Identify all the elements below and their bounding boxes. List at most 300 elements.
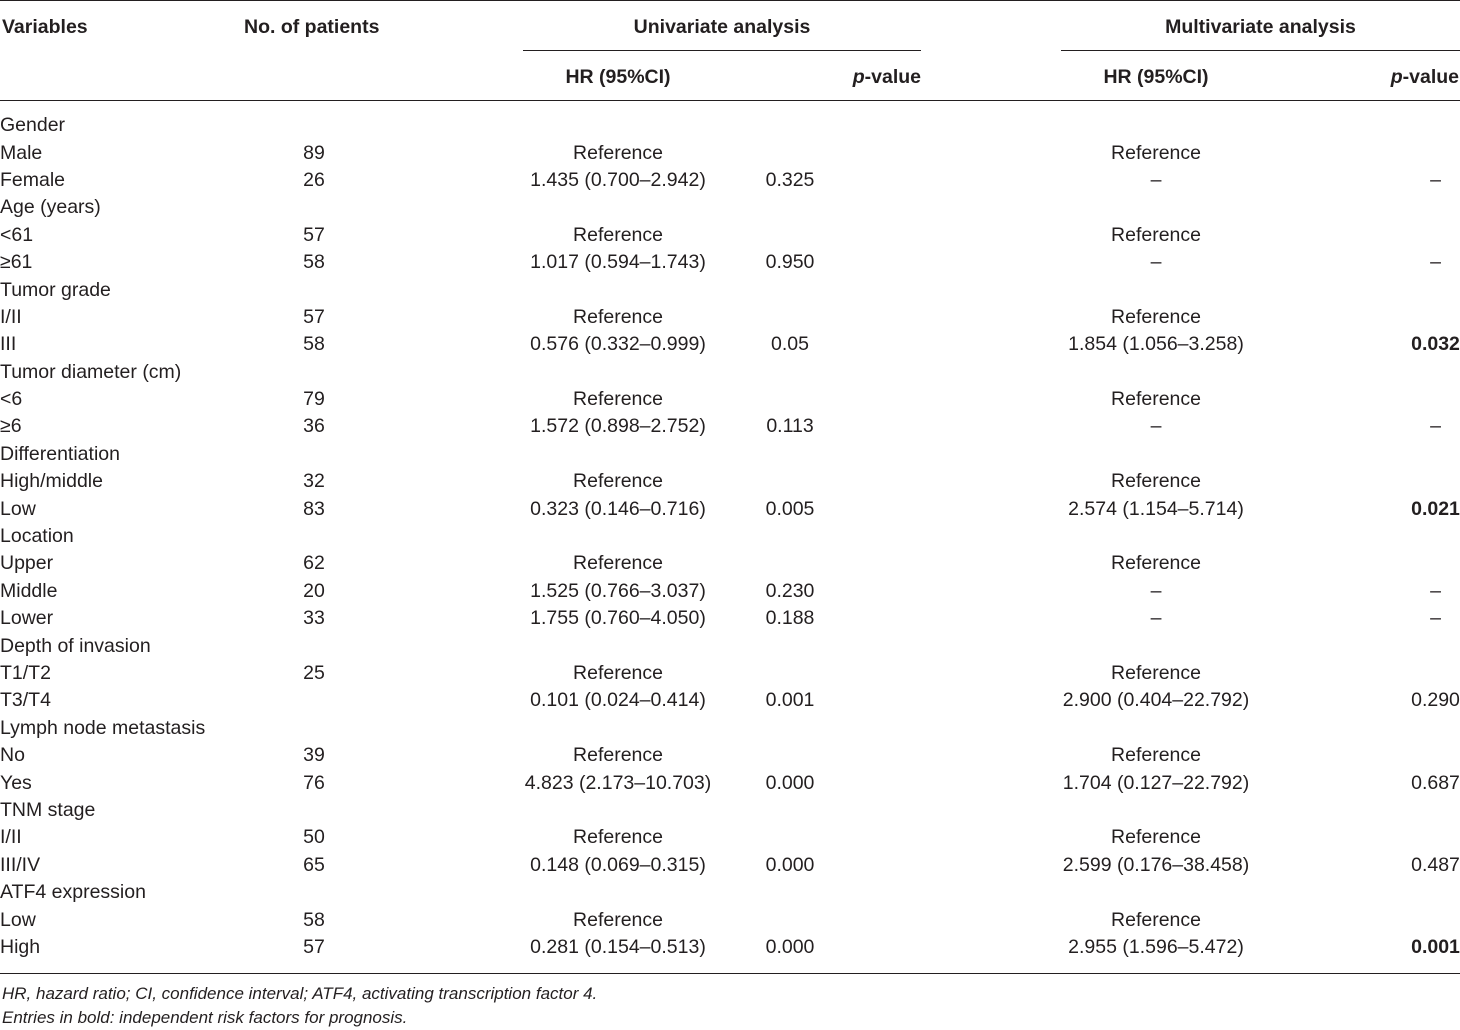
multivariate-hr-cell: 1.854 (1.056–3.258) (1068, 333, 1244, 356)
table-row (0, 276, 1460, 303)
table-row (0, 495, 1460, 522)
multivariate-hr-cell: 2.955 (1.596–5.472) (1068, 935, 1244, 958)
table-row (0, 715, 1460, 742)
header-bottom-rule (0, 100, 1460, 101)
spacer-cell (867, 468, 1061, 495)
spacer-cell (358, 413, 523, 440)
spacer-cell (867, 167, 1061, 194)
spacer-cell (1251, 194, 1411, 221)
spacer-cell (358, 304, 523, 331)
patients-cell: 50 (303, 826, 325, 849)
patients-cell (270, 523, 358, 550)
spacer-cell (867, 249, 1061, 276)
patients-cell: 39 (303, 744, 325, 767)
table-top-rule (0, 0, 1460, 1)
variable-cell: Differentiation (0, 442, 120, 465)
spacer-cell (867, 413, 1061, 440)
variable-cell: ATF4 expression (0, 881, 146, 904)
univariate-hr-cell (523, 441, 713, 468)
spacer-cell (1251, 906, 1411, 933)
table-row (0, 550, 1460, 577)
multivariate-p-cell: 0.001 (1411, 935, 1460, 958)
table-body (0, 112, 1460, 961)
spacer-cell (1251, 632, 1411, 659)
univariate-p-cell (713, 906, 867, 933)
variable-cell: T3/T4 (0, 689, 51, 712)
univariate-p-cell (713, 139, 867, 166)
multivariate-p-cell (1411, 112, 1460, 139)
patients-cell: 57 (303, 305, 325, 328)
multivariate-p-cell (1411, 359, 1460, 386)
table-row (0, 824, 1460, 851)
univariate-hr-cell (523, 715, 713, 742)
multivariate-hr-cell (1061, 359, 1251, 386)
spacer-cell (1251, 934, 1411, 961)
multivariate-hr-cell: Reference (1111, 908, 1201, 931)
variable-cell: <61 (0, 223, 34, 246)
spacer-cell (358, 769, 523, 796)
variable-cell: Tumor grade (0, 278, 111, 301)
footnote-bold-note: Entries in bold: independent risk factors for prognosis. (2, 1008, 408, 1027)
patients-cell: 58 (303, 908, 325, 931)
multivariate-hr-cell: Reference (1111, 223, 1201, 246)
multivariate-hr-cell: – (1150, 579, 1162, 602)
variable-cell: I/II (0, 305, 22, 328)
spacer-cell (358, 715, 523, 742)
patients-cell (270, 879, 358, 906)
patients-cell: 36 (303, 415, 325, 438)
spacer-cell (358, 632, 523, 659)
multivariate-p-cell: 0.687 (1411, 771, 1460, 794)
variable-cell: ≥61 (0, 251, 33, 274)
patients-cell: 83 (303, 497, 325, 520)
variable-cell: T1/T2 (0, 662, 51, 684)
spacer-cell (867, 687, 1061, 714)
multivariate-p-cell (1411, 824, 1460, 851)
univariate-hr-cell (523, 112, 713, 139)
variable-cell: Low (0, 497, 36, 520)
table-row (0, 167, 1460, 194)
variable-cell: Male (0, 141, 43, 164)
p-italic: p (1390, 66, 1403, 88)
spacer-cell (1251, 687, 1411, 714)
spacer-cell (867, 304, 1061, 331)
variable-cell: Low (0, 908, 36, 931)
spacer-cell (867, 222, 1061, 249)
multivariate-hr-cell (1061, 523, 1251, 550)
spacer-cell (1251, 605, 1411, 632)
spacer-cell (358, 879, 523, 906)
spacer-cell (867, 441, 1061, 468)
multivariate-p-cell (1411, 386, 1460, 413)
variable-cell: Female (0, 168, 66, 191)
variable-cell: Lower (0, 607, 54, 630)
univariate-hr-cell: Reference (573, 552, 663, 575)
univariate-hr-cell (523, 797, 713, 824)
table-row (0, 578, 1460, 605)
univariate-p-cell: 0.113 (766, 415, 814, 438)
univariate-p-cell (713, 797, 867, 824)
spacer-cell (1251, 852, 1411, 879)
univariate-p-cell (713, 523, 867, 550)
variable-cell: Yes (0, 771, 32, 794)
univariate-p-cell: 0.000 (765, 853, 815, 876)
univariate-p-cell: 0.230 (765, 579, 815, 602)
univariate-hr-cell (523, 879, 713, 906)
univariate-p-cell: 0.001 (765, 689, 815, 712)
table-row (0, 468, 1460, 495)
table-row (0, 797, 1460, 824)
univariate-hr-cell: 1.755 (0.760–4.050) (530, 607, 706, 630)
multivariate-p-cell (1411, 441, 1460, 468)
table-row (0, 687, 1460, 714)
table-row (0, 331, 1460, 358)
variable-cell: High (0, 935, 41, 958)
p-italic: p (852, 66, 865, 88)
patients-cell (270, 797, 358, 824)
table-row (0, 359, 1460, 386)
univariate-hr-cell: Reference (573, 305, 663, 328)
table-bottom-rule (0, 973, 1460, 974)
multivariate-p-cell (1411, 742, 1460, 769)
spacer-cell (358, 249, 523, 276)
spacer-cell (358, 112, 523, 139)
table-row (0, 769, 1460, 796)
univariate-hr-cell (523, 194, 713, 221)
spacer-cell (358, 359, 523, 386)
univariate-hr-cell: Reference (573, 908, 663, 931)
table-row (0, 934, 1460, 961)
patients-cell (270, 359, 358, 386)
univariate-p-cell (713, 112, 867, 139)
spacer-cell (867, 331, 1061, 358)
spacer-cell (1251, 879, 1411, 906)
spacer-cell (1251, 578, 1411, 605)
univariate-p-cell: 0.950 (765, 251, 815, 274)
patients-cell: 58 (303, 251, 325, 274)
spacer-cell (867, 276, 1061, 303)
multivariate-p-cell (1411, 660, 1460, 687)
spacer-cell (358, 468, 523, 495)
header-variables: Variables (2, 16, 88, 38)
spacer-cell (1251, 386, 1411, 413)
table-row (0, 194, 1460, 221)
multivariate-p-cell (1411, 304, 1460, 331)
header-multi-hr: HR (95%CI) (1103, 66, 1209, 88)
p-suffix: -value (1402, 66, 1459, 88)
patients-cell: 76 (303, 771, 325, 794)
patients-cell (270, 441, 358, 468)
table-row (0, 139, 1460, 166)
spacer-cell (867, 386, 1061, 413)
spacer-cell (358, 495, 523, 522)
multivariate-p-cell: 0.487 (1411, 853, 1460, 876)
univariate-hr-cell: 1.017 (0.594–1.743) (530, 251, 706, 274)
multivariate-hr-cell (1061, 632, 1251, 659)
multivariate-hr-cell (1061, 441, 1251, 468)
univariate-p-cell (713, 632, 867, 659)
multivariate-hr-cell: – (1150, 251, 1162, 274)
spacer-cell (1251, 550, 1411, 577)
multivariate-p-cell (1411, 632, 1460, 659)
spacer-cell (358, 934, 523, 961)
univariate-p-cell (713, 879, 867, 906)
spacer-cell (867, 934, 1061, 961)
spacer-cell (358, 660, 523, 687)
table-row (0, 632, 1460, 659)
spacer-cell (1251, 769, 1411, 796)
univariate-p-cell: 0.005 (765, 497, 815, 520)
univariate-hr-cell: 0.576 (0.332–0.999) (530, 333, 706, 356)
p-suffix: -value (864, 66, 921, 88)
patients-cell (270, 632, 358, 659)
multivariate-hr-cell (1061, 112, 1251, 139)
multivariate-hr-cell (1061, 194, 1251, 221)
variable-cell: <6 (0, 388, 23, 411)
spacer-cell (358, 194, 523, 221)
univariate-p-cell (713, 660, 867, 687)
variable-cell: Location (0, 525, 74, 548)
multivariate-p-cell: – (1430, 579, 1441, 602)
header-multi-p (1360, 66, 1459, 88)
spacer-cell (867, 194, 1061, 221)
univariate-hr-cell: 1.525 (0.766–3.037) (530, 579, 706, 602)
univariate-hr-cell (523, 276, 713, 303)
patients-cell: 89 (303, 141, 325, 164)
spacer-cell (867, 660, 1061, 687)
spacer-cell (1251, 523, 1411, 550)
univariate-p-cell: 0.325 (765, 168, 815, 191)
spacer-cell (867, 139, 1061, 166)
spacer-cell (1251, 468, 1411, 495)
table-row (0, 660, 1460, 687)
multivariate-hr-cell: 2.900 (0.404–22.792) (1062, 689, 1250, 712)
table-row (0, 523, 1460, 550)
univariate-p-cell (713, 824, 867, 851)
spacer-cell (358, 687, 523, 714)
patients-cell: 32 (303, 470, 325, 493)
variable-cell: Upper (0, 552, 54, 575)
univariate-spanner-rule (523, 50, 921, 51)
multivariate-hr-cell: Reference (1111, 141, 1201, 164)
univariate-hr-cell: Reference (573, 744, 663, 767)
multivariate-p-cell (1411, 523, 1460, 550)
table-row (0, 112, 1460, 139)
univariate-p-cell (713, 441, 867, 468)
table-row (0, 413, 1460, 440)
patients-cell (270, 112, 358, 139)
univariate-p-cell (713, 222, 867, 249)
univariate-hr-cell: Reference (573, 826, 663, 849)
multivariate-p-cell (1411, 139, 1460, 166)
patients-cell: 20 (303, 579, 325, 602)
multivariate-p-cell (1411, 276, 1460, 303)
spacer-cell (1251, 359, 1411, 386)
header-univariate: Univariate analysis (633, 16, 811, 38)
spacer-cell (1251, 797, 1411, 824)
multivariate-hr-cell: – (1150, 607, 1162, 630)
spacer-cell (867, 797, 1061, 824)
multivariate-p-cell: 0.021 (1411, 497, 1460, 520)
spacer-cell (358, 331, 523, 358)
patients-cell: 25 (303, 662, 325, 684)
table-row (0, 852, 1460, 879)
spacer-cell (358, 797, 523, 824)
spacer-cell (1251, 715, 1411, 742)
spacer-cell (358, 852, 523, 879)
univariate-hr-cell: 0.148 (0.069–0.315) (530, 853, 706, 876)
patients-cell: 57 (303, 935, 325, 958)
spacer-cell (867, 824, 1061, 851)
spacer-cell (867, 112, 1061, 139)
univariate-hr-cell (523, 632, 713, 659)
univariate-hr-cell: Reference (573, 470, 663, 493)
spacer-cell (358, 441, 523, 468)
multivariate-hr-cell: Reference (1111, 388, 1201, 411)
multivariate-p-cell (1411, 879, 1460, 906)
multivariate-p-cell: 0.032 (1411, 333, 1460, 356)
spacer-cell (358, 906, 523, 933)
spacer-cell (1251, 112, 1411, 139)
table-row (0, 906, 1460, 933)
variable-cell: Middle (0, 579, 58, 602)
spacer-cell (358, 550, 523, 577)
univariate-hr-cell: Reference (573, 141, 663, 164)
patients-cell: 79 (303, 388, 325, 411)
univariate-hr-cell: Reference (573, 662, 663, 684)
multivariate-hr-cell: Reference (1111, 305, 1201, 328)
multivariate-p-cell: – (1430, 415, 1441, 438)
variable-cell: ≥6 (0, 415, 22, 438)
spacer-cell (358, 386, 523, 413)
univariate-hr-cell: 1.572 (0.898–2.752) (530, 415, 706, 438)
spacer-cell (867, 742, 1061, 769)
multivariate-hr-cell: Reference (1111, 470, 1201, 493)
multivariate-hr-cell (1061, 797, 1251, 824)
patients-cell: 57 (303, 223, 325, 246)
spacer-cell (867, 605, 1061, 632)
variable-cell: Age (years) (0, 196, 101, 219)
multivariate-spanner-rule (1061, 50, 1460, 51)
univariate-p-cell (713, 276, 867, 303)
multivariate-hr-cell: Reference (1111, 662, 1201, 684)
spacer-cell (358, 824, 523, 851)
spacer-cell (867, 359, 1061, 386)
variable-cell: High/middle (0, 470, 103, 493)
spacer-cell (358, 139, 523, 166)
multivariate-p-cell: 0.290 (1411, 689, 1460, 712)
multivariate-p-cell (1411, 797, 1460, 824)
multivariate-p-cell (1411, 550, 1460, 577)
header-uni-p (820, 66, 921, 88)
spacer-cell (867, 852, 1061, 879)
spacer-cell (1251, 495, 1411, 522)
multivariate-p-cell: – (1430, 168, 1441, 191)
spacer-cell (867, 632, 1061, 659)
univariate-hr-cell (523, 523, 713, 550)
univariate-hr-cell: Reference (573, 388, 663, 411)
multivariate-hr-cell: – (1150, 415, 1162, 438)
spacer-cell (1251, 139, 1411, 166)
univariate-p-cell (713, 550, 867, 577)
spacer-cell (1251, 413, 1411, 440)
spacer-cell (358, 276, 523, 303)
spacer-cell (867, 769, 1061, 796)
univariate-hr-cell: 4.823 (2.173–10.703) (524, 771, 712, 794)
spacer-cell (1251, 824, 1411, 851)
univariate-p-cell: 0.188 (765, 607, 815, 630)
spacer-cell (1251, 441, 1411, 468)
multivariate-hr-cell: – (1150, 168, 1162, 191)
header-patients: No. of patients (244, 16, 380, 38)
spacer-cell (358, 578, 523, 605)
spacer-cell (867, 550, 1061, 577)
spacer-cell (358, 742, 523, 769)
univariate-p-cell (713, 468, 867, 495)
variable-cell: Tumor diameter (cm) (0, 360, 182, 383)
spacer-cell (358, 605, 523, 632)
multivariate-hr-cell: Reference (1111, 552, 1201, 575)
patients-cell: 26 (303, 168, 325, 191)
univariate-p-cell: 0.05 (771, 333, 809, 356)
variable-cell: III/IV (0, 853, 41, 876)
patients-cell: 58 (303, 333, 325, 356)
spacer-cell (867, 523, 1061, 550)
table-row (0, 879, 1460, 906)
univariate-hr-cell: 0.101 (0.024–0.414) (530, 689, 706, 712)
patients-cell: 65 (303, 853, 325, 876)
multivariate-p-cell (1411, 715, 1460, 742)
table-row (0, 386, 1460, 413)
spacer-cell (1251, 742, 1411, 769)
footnote-abbreviations: HR, hazard ratio; CI, confidence interval; ATF4, activating transcription factor 4. (2, 984, 598, 1003)
multivariate-p-cell: – (1430, 607, 1441, 630)
header-uni-hr: HR (95%CI) (565, 66, 671, 88)
spacer-cell (867, 495, 1061, 522)
univariate-p-cell (713, 304, 867, 331)
spacer-cell (358, 222, 523, 249)
univariate-p-cell (713, 359, 867, 386)
spacer-cell (1251, 249, 1411, 276)
multivariate-p-cell: – (1430, 251, 1441, 274)
spacer-cell (1251, 660, 1411, 687)
spacer-cell (1251, 167, 1411, 194)
univariate-p-cell (713, 742, 867, 769)
multivariate-hr-cell: 2.599 (0.176–38.458) (1062, 853, 1250, 876)
spacer-cell (867, 578, 1061, 605)
variable-cell: Gender (0, 114, 66, 137)
multivariate-hr-cell: 2.574 (1.154–5.714) (1068, 497, 1244, 520)
variable-cell: TNM stage (0, 798, 96, 821)
multivariate-p-cell (1411, 222, 1460, 249)
spacer-cell (1251, 331, 1411, 358)
univariate-hr-cell: Reference (573, 223, 663, 246)
multivariate-hr-cell (1061, 715, 1251, 742)
univariate-hr-cell: 0.281 (0.154–0.513) (530, 935, 706, 958)
table-row (0, 605, 1460, 632)
table-row (0, 441, 1460, 468)
univariate-p-cell: 0.000 (765, 935, 815, 958)
patients-cell: 33 (303, 607, 325, 630)
spacer-cell (867, 715, 1061, 742)
multivariate-hr-cell: Reference (1111, 744, 1201, 767)
multivariate-p-cell (1411, 468, 1460, 495)
header-multivariate: Multivariate analysis (1165, 16, 1356, 38)
table-row (0, 222, 1460, 249)
univariate-hr-cell: 1.435 (0.700–2.942) (530, 168, 706, 191)
table-row (0, 304, 1460, 331)
spacer-cell (867, 879, 1061, 906)
